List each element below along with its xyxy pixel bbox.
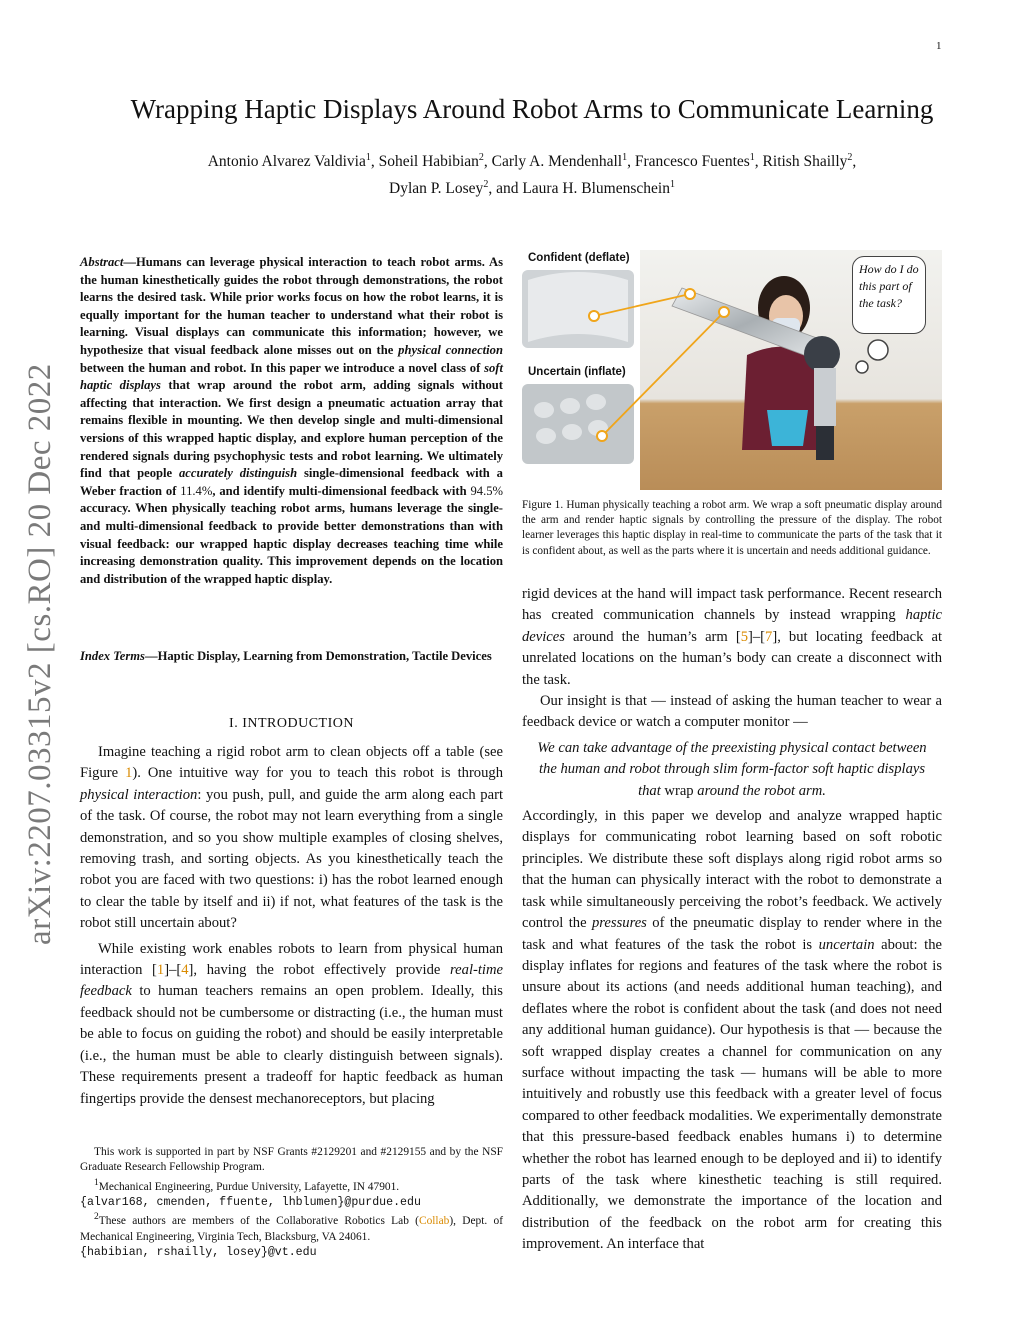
paragraph: Accordingly, in this paper we develop and analyze wrapped haptic displays for communicating robot learning based on soft robotic principles. We distribute these soft displays along rigid robot arms so that the human can physically interact with the robot to demonstrate a task while simultaneously perceiving the robot’s feedback. We actively control the pressures of the pneumatic display to render where in the task and what features of the task the robot is uncertain about: the display inflates for regions and features of the task where the robot is unsure about its actions (and needs additional human teaching), and deflates where the robot is confident about the task (and does not need any additional human guidance). Our hypothesis is that — because the soft wrapped display creates a channel for communication on any surface without impacting the task — humans will be able to more intuitively and robustly use this feedback with a greater level of focus compared to other feedback modalities. We experimentally demonstrate that this pressure-based feedback enables humans i) to determine whether the robot has learned enough to be deployed and ii) to identify parts of the task where kinesthetic teaching is still required. Additionally, we demonstrate the importance of the location and distribution of the feedback on the robot arm for creating this improvement. An interface that: [522, 808, 942, 1253]
author-name: Soheil Habibian: [378, 153, 479, 171]
footnote: $^1$Mechanical Engineering, Purdue University, Lafayette, IN 47901. {alvar168, cmenden, ffuente, lhblumen}@purdue.edu: [80, 1177, 421, 1210]
index-terms: Index Terms—Haptic Display, Learning from Demonstration, Tactile Devices: [80, 649, 492, 663]
citation-link[interactable]: 1: [156, 962, 165, 979]
arxiv-identifier: arXiv:2207.03315v2 [cs.RO] 20 Dec 2022: [22, 363, 58, 945]
insight-quote: We can take advantage of the preexisting physical contact between the human and robot through slim form-factor soft haptic displays that wrap around the robot arm.: [537, 739, 927, 799]
author-name: Ritish Shailly: [762, 153, 848, 171]
author-name: Dylan P. Losey: [389, 180, 484, 198]
email-list: {alvar168, cmenden, ffuente, lhblumen}@purdue.edu: [80, 1196, 421, 1210]
page-number: 1: [936, 40, 942, 52]
figure-caption: Figure 1. Human physically teaching a robot arm. We wrap a soft pneumatic display around the arm and render haptic signals by controlling the pressure of the display. The robot learner leverages this haptic display in real-time to communicate the parts of the task that it is confident about, as well as the parts where it is uncertain and needs additional guidance.: [522, 499, 942, 557]
robot-gripper: [816, 426, 834, 460]
author-name: Antonio Alvarez Valdivia: [207, 153, 366, 171]
right-column-body: [522, 584, 942, 1256]
citation-link[interactable]: 4: [181, 962, 189, 979]
author-name: Laura H. Blumenschein: [522, 180, 670, 198]
paragraph: Our insight is that — instead of asking the human teacher to wear a feedback device or watch a computer monitor —: [522, 693, 942, 731]
paragraph: While existing work enables robots to learn from physical human interaction [1]–[4], having the robot effectively provide real-time feedback to human teachers remains an open problem. Ideally, this feedback should not be cumbersome or distracting (i.e., the human must be able to focus on guiding the robot) and should be easily interpretable (i.e., the human must be able to clearly distinguish between signals). These requirements present a tradeoff for haptic feedback as human fingertips provide the densest mechanoreceptors, but placing: [80, 940, 503, 1107]
figure-label-confident: Confident (deflate): [528, 252, 630, 264]
figure-ref-link[interactable]: 1: [125, 765, 133, 782]
section-heading: I. INTRODUCTION: [229, 716, 354, 731]
citation-link[interactable]: 5: [740, 628, 748, 645]
thought-circle: [868, 340, 888, 360]
robot-forearm: [814, 368, 836, 426]
speech-bubble: How do I do this part of the task?: [852, 256, 926, 334]
author-name: Francesco Fuentes: [634, 153, 750, 171]
paper-title: Wrapping Haptic Displays Around Robot Arms to Communicate Learning: [130, 94, 934, 124]
paragraph: Imagine teaching a rigid robot arm to clean objects off a table (see Figure 1). One intuitive way for you to teach this robot is through physical interaction: you push, pull, and guide the arm along each part of the task. Of course, the robot may not learn everything from a single demonstration, and so you show multiple examples of closing shelves, removing trash, and sorting objects. As you kinesthetically teach the robot you are faced with two questions: i) has the robot learned enough to clear the table by itself and ii) if not, what features of the task is the robot still uncertain about?: [80, 744, 503, 932]
footnotes: [80, 1145, 503, 1260]
citation-link[interactable]: 7: [765, 628, 773, 645]
basket-shape: [767, 410, 808, 446]
marker-dot: [719, 307, 729, 317]
footnote: This work is supported in part by NSF Grants #2129201 and #2129155 and by the NSF Graduate Research Fellowship Program.: [80, 1146, 503, 1174]
abstract: Abstract—Humans can leverage physical interaction to teach robot arms. As the human kinesthetically guides the robot through demonstrations, the robot learns the desired task. While prior works focus on how the robot learns, it is equally important for the human teacher to understand what their robot is learning. Visual displays can communicate this information; however, we hypothesize that visual feedback alone misses out on the physical connection between the human and robot. In this paper we introduce a novel class of soft haptic displays that wrap around the robot arm, adding signals without affecting that interaction. We first design a pneumatic actuation array that remains flexible in mounting. We then develop single and multi-dimensional versions of this wrapped haptic display, and explore human perception of the rendered signals during psychophysic tests and robot learning. We ultimately find that people accurately distinguish single-dimensional feedback with a Weber fraction of 11.4%, and identify multi-dimensional feedback with 94.5% accuracy. When physically teaching robot arms, humans leverage the single- and multi-dimensional feedback to provide better demonstrations than with visual feedback: our wrapped haptic display decreases teaching time while increasing demonstration quality. This improvement depends on the location and distribution of the wrapped haptic display.: [80, 255, 503, 586]
paragraph: rigid devices at the hand will impact task performance. Recent research has created communication channels by instead wrapping haptic devices around the human’s arm [5]–[7], but locating feedback at unrelated locations on the human’s body can create a disconnect with the task.: [522, 586, 942, 688]
left-column-body: [80, 742, 503, 1110]
author-name: Carly A. Mendenhall: [491, 153, 623, 171]
collab-link[interactable]: Collab: [418, 1215, 450, 1228]
thought-circle: [856, 361, 868, 373]
figure-label-uncertain: Uncertain (inflate): [528, 366, 626, 378]
email-list: {habibian, rshailly, losey}@vt.edu: [80, 1246, 317, 1260]
robot-joint: [804, 336, 840, 372]
marker-dot: [597, 431, 607, 441]
marker-dot: [685, 289, 695, 299]
author-list: Antonio Alvarez Valdivia$^1$, Soheil Habibian$^2$, Carly A. Mendenhall$^1$, Francesco Fuentes$^1$, Ritish Shailly$^2$, Dylan P. Losey$^2$, and Laura H. Blumenschein$^1$: [207, 152, 857, 198]
figure-1: [522, 250, 942, 490]
footnote: $^2$These authors are members of the Collaborative Robotics Lab (Collab), Dept. of Mechanical Engineering, Virginia Tech, Blacksburg, VA 24061. {habibian, rshailly, losey}@vt.edu: [80, 1212, 503, 1260]
inflate-sample-image: [522, 384, 634, 464]
marker-dot: [589, 311, 599, 321]
